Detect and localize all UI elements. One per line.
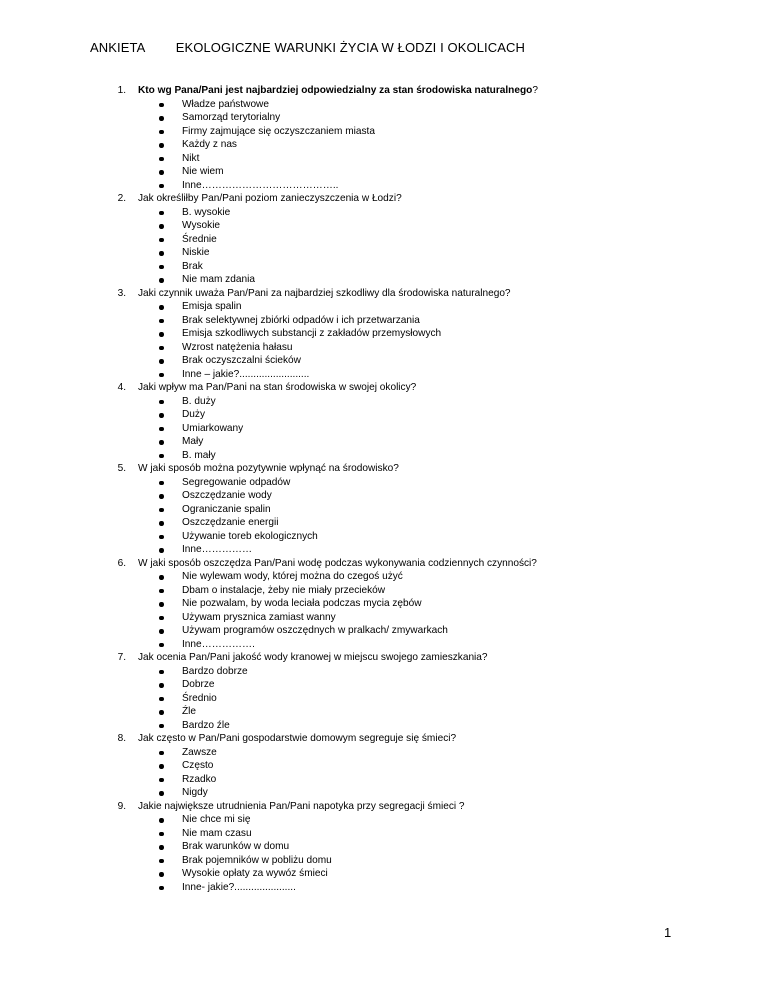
answer-option	[138, 584, 728, 598]
question-text-plain: Jak ocenia Pan/Pani jakość wody kranowej w miejscu swojego zamieszkania?	[138, 652, 488, 663]
answer-option-label: Inne……………	[182, 544, 253, 555]
question-8	[104, 732, 728, 800]
bullet-icon	[159, 778, 164, 783]
answer-option-label: Samorząd terytorialny	[182, 112, 281, 123]
bullet-icon	[159, 683, 164, 688]
answer-option	[138, 233, 728, 247]
answer-option-label: Nie mam zdania	[182, 274, 255, 285]
question-text	[138, 462, 728, 476]
answer-options	[138, 98, 728, 193]
answer-option-label: B. mały	[182, 449, 216, 461]
question-7	[104, 651, 728, 732]
answer-option-label: Wysokie opłaty za wywóz śmieci	[182, 868, 328, 879]
answer-option-label: Brak warunków w domu	[182, 841, 290, 852]
answer-option	[138, 813, 728, 827]
bullet-icon	[159, 238, 164, 243]
answer-option-label: Wzrost natężenia hałasu	[182, 341, 293, 353]
answer-option-label: Często	[182, 760, 214, 771]
bullet-icon	[159, 224, 164, 229]
bullet-icon	[159, 535, 164, 540]
answer-option	[138, 354, 728, 368]
bullet-icon	[159, 211, 164, 216]
answer-options	[138, 476, 728, 557]
bullet-icon	[159, 589, 164, 594]
answer-option-label: Nikt	[182, 152, 200, 164]
question-number: 8.	[117, 733, 126, 744]
question-text-plain: Jak określiłby Pan/Pani poziom zanieczyszczenia w Łodzi?	[138, 193, 402, 204]
question-number: 4.	[117, 382, 126, 393]
answer-option	[138, 260, 728, 274]
bullet-icon	[159, 764, 164, 769]
bullet-icon	[159, 845, 164, 850]
page-header	[90, 40, 525, 55]
bullet-icon	[159, 670, 164, 675]
answer-option	[138, 152, 728, 166]
answer-option-label: Duży	[182, 409, 205, 420]
answer-option-label: Oszczędzanie wody	[182, 490, 272, 501]
bullet-icon	[159, 832, 164, 837]
answer-option	[138, 219, 728, 233]
bullet-icon	[159, 575, 164, 580]
question-5	[104, 462, 728, 557]
answer-option	[138, 435, 728, 449]
answer-option-label: Segregowanie odpadów	[182, 476, 291, 488]
answer-option	[138, 881, 728, 895]
question-4	[104, 381, 728, 462]
question-number: 5.	[117, 463, 126, 474]
answer-option-label: Używanie toreb ekologicznych	[182, 530, 318, 542]
answer-option	[138, 827, 728, 841]
answer-option	[138, 840, 728, 854]
bullet-icon	[159, 319, 164, 324]
answer-option	[138, 368, 728, 382]
answer-option-label: Bardzo źle	[182, 719, 230, 731]
bullet-icon	[159, 791, 164, 796]
answer-option	[138, 773, 728, 787]
answer-option	[138, 638, 728, 652]
answer-option	[138, 179, 728, 193]
question-text-plain: Jaki czynnik uważa Pan/Pani za najbardziej szkodliwy dla środowiska naturalnego?	[138, 287, 511, 299]
bullet-icon	[159, 602, 164, 607]
answer-option-label: Używam programów oszczędnych w pralkach/ zmywarkach	[182, 625, 448, 636]
answer-option-label: Inne…………………………………..	[182, 179, 339, 191]
answer-option-label: Źle	[182, 706, 197, 717]
bullet-icon	[159, 427, 164, 432]
answer-option	[138, 597, 728, 611]
answer-option	[138, 165, 728, 179]
answer-option	[138, 665, 728, 679]
answer-option-label: Niskie	[182, 247, 210, 258]
bullet-icon	[159, 130, 164, 135]
question-number: 9.	[117, 800, 126, 812]
answer-option	[138, 854, 728, 868]
answer-option	[138, 327, 728, 341]
question-1	[104, 84, 728, 192]
bullet-icon	[159, 521, 164, 526]
answer-option-label: Brak pojemników w pobliżu domu	[182, 854, 332, 866]
bullet-icon	[159, 859, 164, 864]
answer-option	[138, 530, 728, 544]
bullet-icon	[159, 251, 164, 256]
answer-option	[138, 759, 728, 773]
answer-option	[138, 611, 728, 625]
answer-option-label: Każdy z nas	[182, 139, 237, 150]
bullet-icon	[159, 413, 164, 418]
question-text	[138, 651, 728, 665]
bullet-icon	[159, 454, 164, 459]
answer-options	[138, 300, 728, 381]
question-number: 3.	[117, 287, 126, 299]
questionnaire	[104, 84, 728, 894]
bullet-icon	[159, 548, 164, 553]
answer-option-label: Brak	[182, 260, 203, 272]
question-text	[138, 381, 728, 395]
answer-option-label: Firmy zajmujące się oczyszczaniem miasta	[182, 125, 375, 137]
answer-option-label: Inne- jakie?......................	[182, 881, 296, 893]
question-text-plain: Jakie największe utrudnienia Pan/Pani napotyka przy segregacji śmieci ?	[138, 800, 465, 812]
answer-option-label: B. duży	[182, 395, 216, 407]
answer-option	[138, 98, 728, 112]
question-number: 1.	[117, 85, 126, 96]
answer-option	[138, 678, 728, 692]
answer-options	[138, 395, 728, 463]
bullet-icon	[159, 305, 164, 310]
question-2	[104, 192, 728, 287]
bullet-icon	[159, 373, 164, 378]
answer-option-label: Nie chce mi się	[182, 814, 251, 825]
answer-option-label: Inne…………….	[182, 638, 255, 650]
answer-option-label: Oszczędzanie energii	[182, 517, 279, 528]
bullet-icon	[159, 116, 164, 121]
answer-option	[138, 273, 728, 287]
bullet-icon	[159, 359, 164, 364]
bullet-icon	[159, 278, 164, 283]
answer-option	[138, 786, 728, 800]
answer-option-label: Nie mam czasu	[182, 827, 252, 839]
bullet-icon	[159, 697, 164, 702]
answer-option-label: B. wysokie	[182, 206, 231, 218]
answer-option-label: Rzadko	[182, 773, 217, 785]
answer-option-label: Brak oczyszczalni ścieków	[182, 355, 301, 366]
question-text-plain: W jaki sposób oszczędza Pan/Pani wodę podczas wykonywania codziennych czynności?	[138, 557, 537, 569]
answer-option-label: Inne – jakie?.........................	[182, 368, 310, 380]
question-text-plain: W jaki sposób można pozytywnie wpłynąć na środowisko?	[138, 463, 399, 474]
bullet-icon	[159, 184, 164, 189]
question-text	[138, 287, 728, 301]
question-3	[104, 287, 728, 382]
bullet-icon	[159, 170, 164, 175]
answer-option	[138, 719, 728, 733]
answer-option	[138, 705, 728, 719]
answer-options	[138, 206, 728, 287]
question-text-plain: ?	[532, 85, 538, 96]
answer-option-label: Brak selektywnej zbiórki odpadów i ich przetwarzania	[182, 314, 420, 326]
answer-option-label: Nigdy	[182, 787, 208, 798]
bullet-icon	[159, 103, 164, 108]
answer-option-label: Umiarkowany	[182, 422, 244, 434]
answer-option-label: Nie wiem	[182, 166, 224, 177]
answer-option-label: Nie wylewam wody, której można do czegoś użyć	[182, 571, 403, 582]
answer-option-label: Bardzo dobrze	[182, 665, 248, 677]
bullet-icon	[159, 440, 164, 445]
answer-option-label: Ograniczanie spalin	[182, 503, 271, 515]
question-text	[138, 84, 728, 98]
bullet-icon	[159, 818, 164, 823]
question-number: 7.	[117, 652, 126, 663]
question-text-plain: Jak często w Pan/Pani gospodarstwie domowym segreguje się śmieci?	[138, 733, 457, 744]
answer-option	[138, 125, 728, 139]
question-number: 6.	[117, 557, 126, 569]
bullet-icon	[159, 143, 164, 148]
answer-option-label: Władze państwowe	[182, 98, 269, 110]
answer-option	[138, 422, 728, 436]
answer-option	[138, 138, 728, 152]
answer-option	[138, 341, 728, 355]
answer-options	[138, 665, 728, 733]
answer-option-label: Średnio	[182, 692, 217, 704]
answer-option-label: Dobrze	[182, 679, 215, 690]
question-text-bold: Kto wg Pana/Pani jest najbardziej odpowiedzialny za stan środowiska naturalnego	[138, 85, 533, 96]
bullet-icon	[159, 886, 164, 891]
bullet-icon	[159, 346, 164, 351]
header-label: ANKIETA	[90, 40, 146, 55]
answer-option	[138, 476, 728, 490]
answer-option-label: Nie pozwalam, by woda leciała podczas mycia zębów	[182, 598, 422, 609]
bullet-icon	[159, 332, 164, 337]
answer-option-label: Średnie	[182, 233, 217, 245]
answer-option	[138, 624, 728, 638]
bullet-icon	[159, 481, 164, 486]
answer-option	[138, 570, 728, 584]
question-text	[138, 557, 728, 571]
answer-option	[138, 503, 728, 517]
answer-option	[138, 111, 728, 125]
question-6	[104, 557, 728, 652]
answer-option	[138, 449, 728, 463]
question-text	[138, 732, 728, 746]
answer-option	[138, 314, 728, 328]
question-text	[138, 800, 728, 814]
document-title: EKOLOGICZNE WARUNKI ŻYCIA W ŁODZI I OKOLICACH	[175, 40, 526, 55]
answer-option	[138, 408, 728, 422]
answer-option	[138, 489, 728, 503]
bullet-icon	[159, 751, 164, 756]
bullet-icon	[159, 265, 164, 270]
bullet-icon	[159, 724, 164, 729]
answer-option	[138, 543, 728, 557]
answer-option	[138, 692, 728, 706]
answer-option-label: Emisja spalin	[182, 301, 242, 312]
question-text-plain: Jaki wpływ ma Pan/Pani na stan środowiska w swojej okolicy?	[138, 382, 417, 393]
answer-option-label: Używam prysznica zamiast wanny	[182, 611, 336, 623]
answer-options	[138, 746, 728, 800]
bullet-icon	[159, 629, 164, 634]
question-text	[138, 192, 728, 206]
bullet-icon	[159, 508, 164, 513]
answer-option	[138, 206, 728, 220]
answer-options	[138, 570, 728, 651]
answer-option-label: Mały	[182, 436, 204, 447]
bullet-icon	[159, 400, 164, 405]
answer-option-label: Dbam o instalacje, żeby nie miały przecieków	[182, 584, 386, 596]
bullet-icon	[159, 872, 164, 877]
answer-option	[138, 867, 728, 881]
bullet-icon	[159, 494, 164, 499]
answer-option	[138, 746, 728, 760]
answer-option-label: Wysokie	[182, 220, 221, 231]
bullet-icon	[159, 616, 164, 621]
question-9	[104, 800, 728, 895]
page-number: 1	[664, 925, 672, 940]
question-number: 2.	[117, 193, 126, 204]
bullet-icon	[159, 710, 164, 715]
answer-option	[138, 300, 728, 314]
answer-option	[138, 246, 728, 260]
bullet-icon	[159, 643, 164, 648]
answer-option-label: Emisja szkodliwych substancji z zakładów przemysłowych	[182, 328, 442, 339]
answer-options	[138, 813, 728, 894]
answer-option	[138, 516, 728, 530]
bullet-icon	[159, 157, 164, 162]
answer-option-label: Zawsze	[182, 746, 217, 758]
answer-option	[138, 395, 728, 409]
